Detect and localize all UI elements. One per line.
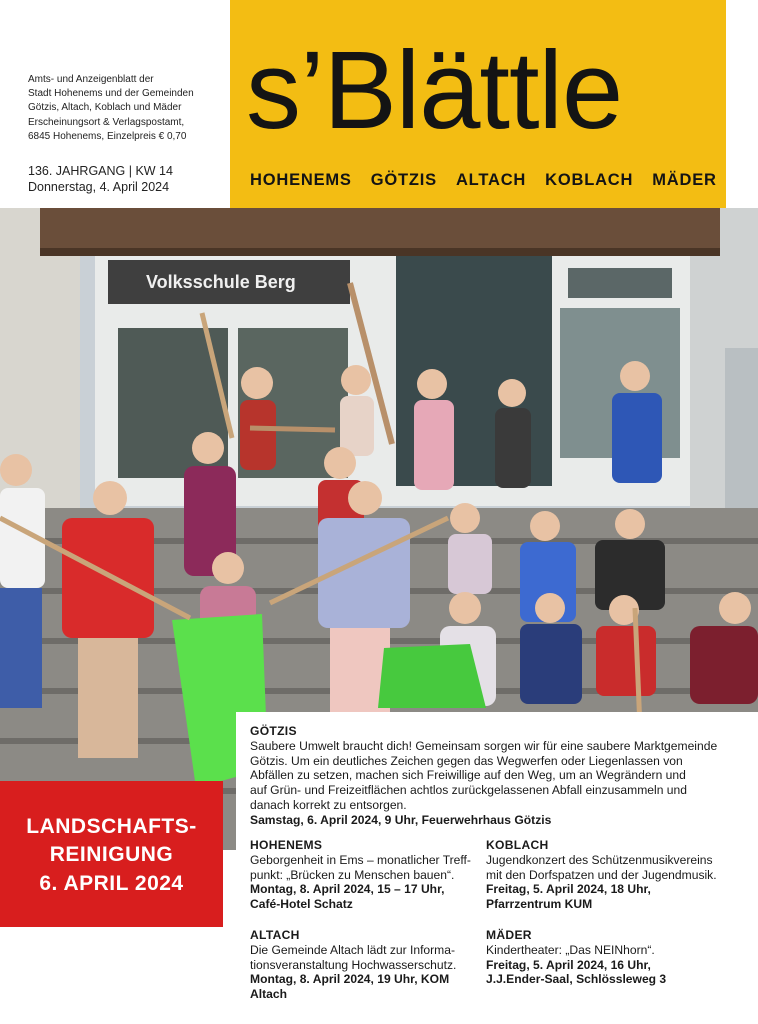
publication-info: [28, 73, 228, 144]
masthead-town: KOBLACH: [545, 171, 634, 189]
masthead-title: s’Blättle: [246, 29, 623, 152]
publication-info-line: 6845 Hohenems, Einzelpreis € 0,70: [28, 130, 187, 142]
event-when: Samstag, 6. April 2024, 9 Uhr, Feuerwehrhaus Götzis: [250, 812, 552, 827]
badge-line: LANDSCHAFTS-: [26, 815, 197, 838]
event-text-line: Götzis. Um ein deutliches Zeichen gegen das Wegwerfen oder Liegenlassen von: [250, 753, 683, 768]
issue-date: Donnerstag, 4. April 2024: [28, 180, 170, 194]
publication-info-line: Erscheinungsort & Verlagspostamt,: [28, 116, 185, 128]
event-heading: ALTACH: [250, 928, 300, 942]
event-text-line: Saubere Umwelt braucht dich! Gemeinsam sorgen wir für eine saubere Marktgemeinde: [250, 738, 718, 753]
masthead-town: ALTACH: [455, 171, 527, 189]
event-heading: GÖTZIS: [250, 724, 297, 738]
event-text-line: Kindertheater: „Das NEINhorn“.: [486, 942, 655, 957]
masthead-towns: [250, 171, 717, 190]
badge-line: REINIGUNG: [49, 843, 174, 866]
event-text-line: mit den Dorfspatzen und der Jugendmusik.: [486, 867, 717, 882]
event-when: Pfarrzentrum KUM: [486, 897, 593, 912]
event-text-line: Abfällen zu setzen, machen sich Freiwillige auf den Weg, um an Wegrändern und: [250, 768, 686, 783]
masthead-town: GÖTZIS: [370, 171, 437, 189]
event-heading: MÄDER: [486, 928, 532, 942]
event-heading: KOBLACH: [486, 838, 549, 852]
issue-info: [28, 163, 173, 195]
event-when: Montag, 8. April 2024, 19 Uhr, KOM Altach: [250, 972, 450, 1002]
event-text-line: danach korrekt zu entsorgen.: [250, 797, 407, 812]
event-koblach: [486, 838, 751, 912]
publication-info-line: Götzis, Altach, Koblach und Mäder: [28, 102, 182, 114]
event-text-line: Die Gemeinde Altach lädt zur Informa-: [250, 942, 456, 957]
cleanup-badge: [0, 781, 223, 927]
event-text-line: auf Grün- und Freizeitflächen achtlos zurückgelassenen Abfall einzusammeln und: [250, 783, 687, 798]
event-text-line: punkt: „Brücken zu Menschen bauen“.: [250, 867, 455, 882]
publication-info-line: Amts- und Anzeigenblatt der: [28, 74, 154, 85]
event-altach: [250, 928, 482, 1002]
event-when: Freitag, 5. April 2024, 18 Uhr,: [486, 882, 651, 897]
event-when: Freitag, 5. April 2024, 16 Uhr,: [486, 957, 651, 972]
event-text-line: Geborgenheit in Ems – monatlicher Treff-: [250, 852, 471, 867]
school-sign-text: Volksschule Berg: [146, 272, 296, 292]
masthead: [230, 0, 726, 216]
event-when: J.J.Ender-Saal, Schlössleweg 3: [486, 972, 667, 987]
masthead-town: HOHENEMS: [250, 171, 352, 189]
masthead-town: MÄDER: [652, 171, 717, 189]
event-heading: HOHENEMS: [250, 838, 323, 852]
event-text-line: tionsveranstaltung Hochwasserschutz.: [250, 957, 457, 972]
event-text-line: Jugendkonzert des Schützenmusikvereins: [486, 852, 713, 867]
event-when: Café-Hotel Schatz: [250, 897, 353, 912]
event-maeder: [486, 928, 751, 987]
event-when: Montag, 8. April 2024, 15 – 17 Uhr,: [250, 882, 445, 897]
event-goetzis: [250, 724, 750, 828]
event-hohenems: [250, 838, 480, 912]
publication-info-line: Stadt Hohenems und der Gemeinden: [28, 88, 194, 100]
badge-line: 6. APRIL 2024: [39, 872, 184, 895]
issue-number: 136. JAHRGANG | KW 14: [28, 164, 173, 178]
events-panel: [236, 712, 758, 1024]
